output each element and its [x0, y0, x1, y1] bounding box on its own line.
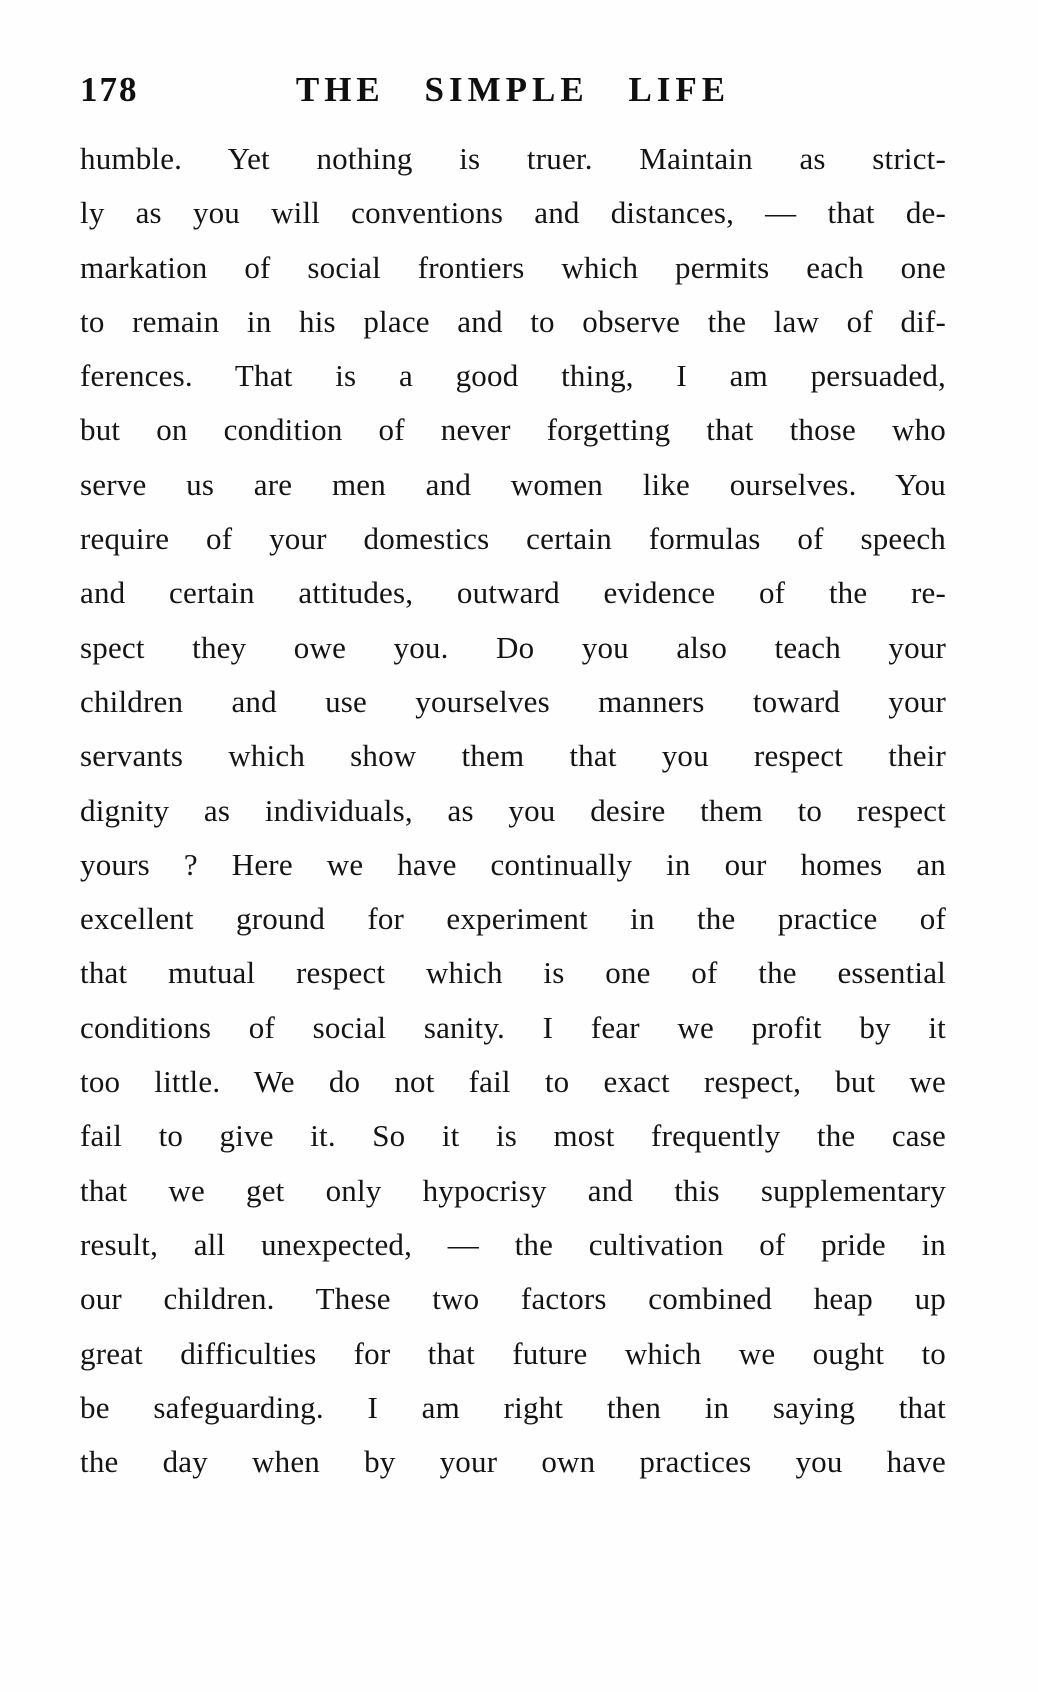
page-body: [80, 132, 946, 1489]
text-line: yours ? Here we have continually in our homes an: [80, 846, 946, 882]
text-line: serve us are men and women like ourselves. You: [80, 466, 946, 502]
page-number: 178: [80, 70, 139, 109]
text-line: too little. We do not fail to exact respect, but we: [80, 1064, 946, 1100]
page-header-title: THE SIMPLE LIFE: [295, 70, 731, 109]
text-line: servants which show them that you respect their: [80, 738, 946, 774]
text-line: markation of social frontiers which permits each one: [80, 249, 946, 285]
text-line: fail to give it. So it is most frequently the case: [80, 1118, 946, 1154]
text-line: spect they owe you. Do you also teach your: [80, 629, 946, 665]
text-line: excellent ground for experiment in the practice of: [80, 901, 946, 937]
text-line: to remain in his place and to observe the law of dif-: [80, 303, 946, 339]
text-line: ferences. That is a good thing, I am persuaded,: [80, 358, 946, 394]
text-line: that mutual respect which is one of the essential: [80, 955, 946, 991]
text-line: be safeguarding. I am right then in saying that: [80, 1389, 946, 1425]
text-line: the day when by your own practices you have: [80, 1444, 946, 1480]
text-line: children and use yourselves manners toward your: [80, 683, 946, 719]
text-line: dignity as individuals, as you desire them to respect: [80, 792, 946, 828]
page-header: [80, 70, 946, 120]
text-line: and certain attitudes, outward evidence of the re-: [80, 575, 946, 611]
text-line: humble. Yet nothing is truer. Maintain as strict-: [80, 141, 946, 176]
text-line: but on condition of never forgetting that those who: [80, 412, 946, 448]
text-line: require of your domestics certain formulas of speech: [80, 521, 946, 557]
text-line: great difficulties for that future which we ought to: [80, 1335, 946, 1371]
text-line: conditions of social sanity. I fear we profit by it: [80, 1009, 946, 1045]
text-line: result, all unexpected, — the cultivation of pride in: [80, 1226, 946, 1262]
text-line: ly as you will conventions and distances, — that de-: [80, 195, 946, 231]
text-line: our children. These two factors combined heap up: [80, 1281, 946, 1317]
text-line: that we get only hypocrisy and this supplementary: [80, 1172, 946, 1208]
